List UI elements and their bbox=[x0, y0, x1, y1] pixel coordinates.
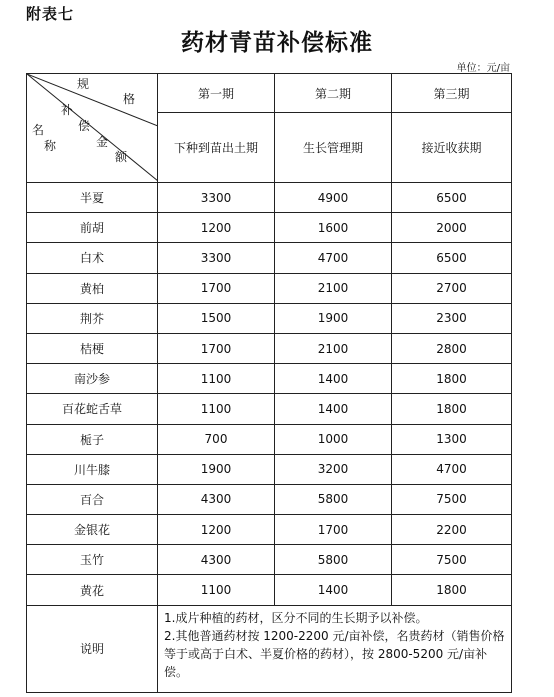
table-row bbox=[27, 213, 512, 243]
corner-label-cheng: 称 bbox=[44, 139, 57, 153]
period-3-value: 7500 bbox=[392, 545, 512, 575]
period-2-value: 1600 bbox=[275, 213, 392, 243]
period-1-value: 1100 bbox=[158, 364, 275, 394]
period-3-value: 1300 bbox=[392, 424, 512, 454]
herb-name-cell: 白术 bbox=[27, 243, 158, 273]
table-row bbox=[27, 424, 512, 454]
note-text-cell bbox=[158, 605, 512, 692]
table-row bbox=[27, 515, 512, 545]
herb-name-cell: 栀子 bbox=[27, 424, 158, 454]
note-line-2: 2.其他普通药材按 1200-2200 元/亩补偿，名贵药材（销售价格等于或高于白术、半夏价格的药材），按 2800-5200 元/亩补偿。 bbox=[164, 628, 505, 679]
diagonal-lines bbox=[27, 74, 158, 181]
period-1-value: 700 bbox=[158, 424, 275, 454]
period-2-value: 5800 bbox=[275, 545, 392, 575]
herb-name-cell: 前胡 bbox=[27, 213, 158, 243]
period-3-value: 4700 bbox=[392, 454, 512, 484]
period-2-value: 1400 bbox=[275, 575, 392, 605]
herb-name-cell: 玉竹 bbox=[27, 545, 158, 575]
period-3-value: 2200 bbox=[392, 515, 512, 545]
period-2-header: 第二期 bbox=[275, 74, 392, 113]
note-label: 说明 bbox=[27, 605, 158, 692]
page-title: 药材青苗补偿标准 bbox=[181, 30, 373, 56]
period-1-value: 1700 bbox=[158, 273, 275, 303]
corner-label-gui: 规 bbox=[77, 77, 90, 91]
table-row bbox=[27, 303, 512, 333]
period-1-value: 1200 bbox=[158, 213, 275, 243]
corner-label-ming: 名 bbox=[32, 123, 45, 137]
period-3-value: 2700 bbox=[392, 273, 512, 303]
table-row bbox=[27, 273, 512, 303]
period-1-value: 3300 bbox=[158, 183, 275, 213]
period-2-value: 5800 bbox=[275, 484, 392, 514]
period-3-value: 1800 bbox=[392, 575, 512, 605]
period-1-value: 1700 bbox=[158, 333, 275, 363]
corner-label-ge: 格 bbox=[123, 92, 136, 106]
table-row bbox=[27, 364, 512, 394]
table-row bbox=[27, 545, 512, 575]
unit-label: 单位：元/亩 bbox=[456, 63, 510, 74]
period-1-value: 1100 bbox=[158, 394, 275, 424]
table-row bbox=[27, 183, 512, 213]
period-2-value: 3200 bbox=[275, 454, 392, 484]
table-row bbox=[27, 575, 512, 605]
note-line-1: 1.成片种植的药材，区分不同的生长期予以补偿。 bbox=[164, 610, 428, 625]
period-2-desc: 生长管理期 bbox=[275, 113, 392, 183]
period-1-value: 4300 bbox=[158, 545, 275, 575]
herb-name-cell: 百合 bbox=[27, 484, 158, 514]
period-3-value: 2800 bbox=[392, 333, 512, 363]
period-3-value: 2300 bbox=[392, 303, 512, 333]
header-row bbox=[27, 74, 512, 113]
period-2-value: 1000 bbox=[275, 424, 392, 454]
period-3-value: 7500 bbox=[392, 484, 512, 514]
period-1-desc: 下种到苗出土期 bbox=[158, 113, 275, 183]
table-row bbox=[27, 243, 512, 273]
corner-label-chang: 偿 bbox=[78, 119, 91, 133]
period-1-value: 3300 bbox=[158, 243, 275, 273]
period-2-value: 1700 bbox=[275, 515, 392, 545]
period-3-value: 1800 bbox=[392, 364, 512, 394]
period-1-header: 第一期 bbox=[158, 74, 275, 113]
corner-label-bu: 补 bbox=[61, 103, 74, 117]
period-2-value: 2100 bbox=[275, 333, 392, 363]
corner-label-jin: 金 bbox=[96, 135, 109, 149]
period-2-value: 2100 bbox=[275, 273, 392, 303]
table-row bbox=[27, 454, 512, 484]
herb-name-cell: 金银花 bbox=[27, 515, 158, 545]
period-3-value: 2000 bbox=[392, 213, 512, 243]
herb-name-cell: 南沙参 bbox=[27, 364, 158, 394]
table-row bbox=[27, 484, 512, 514]
period-3-value: 6500 bbox=[392, 243, 512, 273]
corner-header-cell bbox=[27, 74, 158, 183]
period-2-value: 1400 bbox=[275, 394, 392, 424]
period-1-value: 1900 bbox=[158, 454, 275, 484]
corner-label-e: 额 bbox=[115, 150, 128, 164]
appendix-label: 附表七 bbox=[26, 5, 75, 23]
period-2-value: 4700 bbox=[275, 243, 392, 273]
table-row bbox=[27, 333, 512, 363]
herb-name-cell: 百花蛇舌草 bbox=[27, 394, 158, 424]
herb-name-cell: 荆芥 bbox=[27, 303, 158, 333]
period-1-value: 4300 bbox=[158, 484, 275, 514]
period-2-value: 1900 bbox=[275, 303, 392, 333]
herb-name-cell: 半夏 bbox=[27, 183, 158, 213]
compensation-table bbox=[26, 73, 512, 693]
herb-name-cell: 桔梗 bbox=[27, 333, 158, 363]
period-3-value: 6500 bbox=[392, 183, 512, 213]
herb-name-cell: 黄花 bbox=[27, 575, 158, 605]
period-1-value: 1200 bbox=[158, 515, 275, 545]
period-1-value: 1500 bbox=[158, 303, 275, 333]
period-2-value: 4900 bbox=[275, 183, 392, 213]
table-row bbox=[27, 394, 512, 424]
note-row bbox=[27, 605, 512, 692]
period-3-header: 第三期 bbox=[392, 74, 512, 113]
herb-name-cell: 川牛膝 bbox=[27, 454, 158, 484]
period-3-value: 1800 bbox=[392, 394, 512, 424]
period-1-value: 1100 bbox=[158, 575, 275, 605]
herb-name-cell: 黄柏 bbox=[27, 273, 158, 303]
period-2-value: 1400 bbox=[275, 364, 392, 394]
period-3-desc: 接近收获期 bbox=[392, 113, 512, 183]
